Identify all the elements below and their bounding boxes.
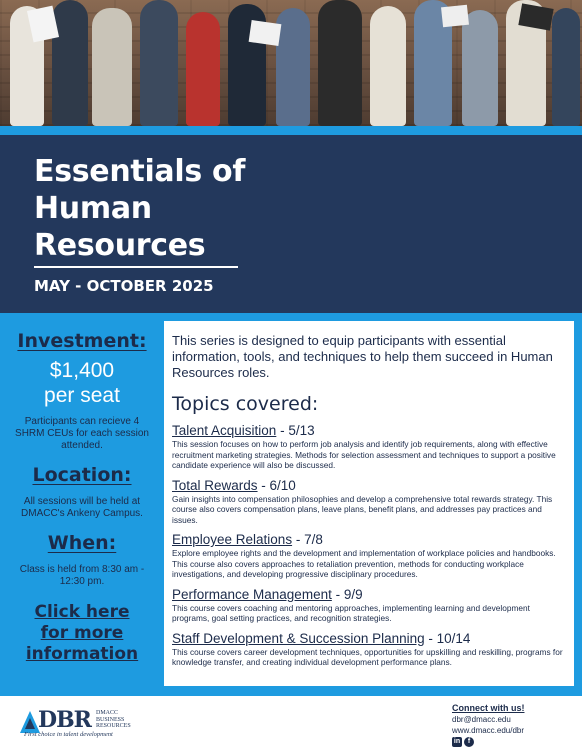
topic-date: - 10/14 (424, 630, 471, 646)
topic-description: This course covers career development techniques, opportunities for upskilling and reskilling, programs for knowledge transfer, and creating individual development performance plans. (172, 646, 563, 667)
logo-wordmark: DBR (38, 707, 91, 733)
topic-title-link[interactable]: Total Rewards (172, 477, 258, 493)
topic-item (172, 631, 566, 668)
content-panel (164, 321, 574, 686)
topic-item (172, 532, 566, 580)
logo-tagline: First choice in talent development (24, 731, 113, 738)
logo-sub-line: DMACC (96, 710, 119, 716)
topic-title-link[interactable]: Employee Relations (172, 532, 293, 547)
linkedin-icon[interactable]: in (453, 738, 461, 745)
investment-heading: Investment: (17, 330, 147, 352)
topic-title-link[interactable]: Performance Management (172, 586, 332, 602)
location-heading: Location: (32, 464, 132, 486)
title-block (0, 135, 582, 313)
price-unit: per seat (44, 384, 120, 407)
logo-sub-line: BUSINESS (96, 716, 125, 723)
when-note: Class is held from 8:30 am - 12:30 pm. (19, 564, 145, 587)
topic-date: - 7/8 (292, 532, 323, 547)
topic-item (172, 587, 566, 624)
topic-date: - 5/13 (276, 423, 315, 438)
when-heading: When: (47, 532, 117, 554)
main-section (0, 313, 582, 696)
logo-sub-line: RESOURCES (96, 723, 131, 729)
topic-item (172, 423, 566, 471)
topic-title-link[interactable]: Talent Acquisition (172, 423, 277, 438)
page-title: Essentials of Human Resources (34, 154, 246, 263)
accent-stripe (0, 126, 582, 135)
more-info-link[interactable]: Click here for more information (25, 602, 139, 664)
footer (0, 696, 582, 749)
social-icons (452, 737, 572, 747)
topic-description: Explore employee rights and the development and implementation of workplace policies and handbooks. This course also covers approaches to retaliation prevention, methods for conducting workplace investigations, and developing progressive disciplinary procedures. (172, 548, 556, 579)
contact-website[interactable]: www.dmacc.edu/dbr (452, 726, 525, 735)
topic-description: This session focuses on how to perform job analysis and identify job requirements, along with effective recruitment marketing strategies. Methods for selection assessment and techniques to support a positive candidate experience will also be discussed. (172, 439, 556, 470)
location-note: All sessions will be held at DMACC's Ankeny Campus. (21, 496, 143, 519)
contact-email[interactable]: dbr@dmacc.edu (452, 715, 511, 724)
title-divider (34, 266, 238, 268)
topic-title-link[interactable]: Staff Development & Succession Planning (172, 630, 425, 646)
ceu-note: Participants can recieve 4 SHRM CEUs for each session attended. (15, 416, 149, 451)
facebook-icon[interactable]: f (464, 737, 474, 747)
intro-text: This series is designed to equip participants with essential information, tools, and techniques to help them succeed in Human Resources roles. (172, 333, 553, 380)
logo-mark-icon (20, 711, 40, 733)
program-dates: MAY - OCTOBER 2025 (34, 277, 214, 295)
price: $1,400 (49, 359, 115, 382)
sidebar (0, 313, 164, 696)
topic-date: - 9/9 (331, 586, 363, 602)
topic-description: Gain insights into compensation philosophies and develop a comprehensive total rewards strategy. This course also covers compensation plans, leave plans, benefit plans, and addresses pay practices and issues. (172, 493, 553, 525)
topics-heading: Topics covered: (172, 393, 319, 415)
dbr-logo (20, 709, 160, 739)
topic-item (172, 478, 566, 526)
connect-heading: Connect with us! (452, 703, 525, 713)
connect-block (452, 702, 572, 747)
topic-description: This course covers coaching and mentoring approaches, implementing learning and development programs, goal setting practices, and recognition strategies. (172, 602, 530, 623)
topic-date: - 6/10 (257, 477, 296, 493)
header-photo (0, 0, 582, 126)
